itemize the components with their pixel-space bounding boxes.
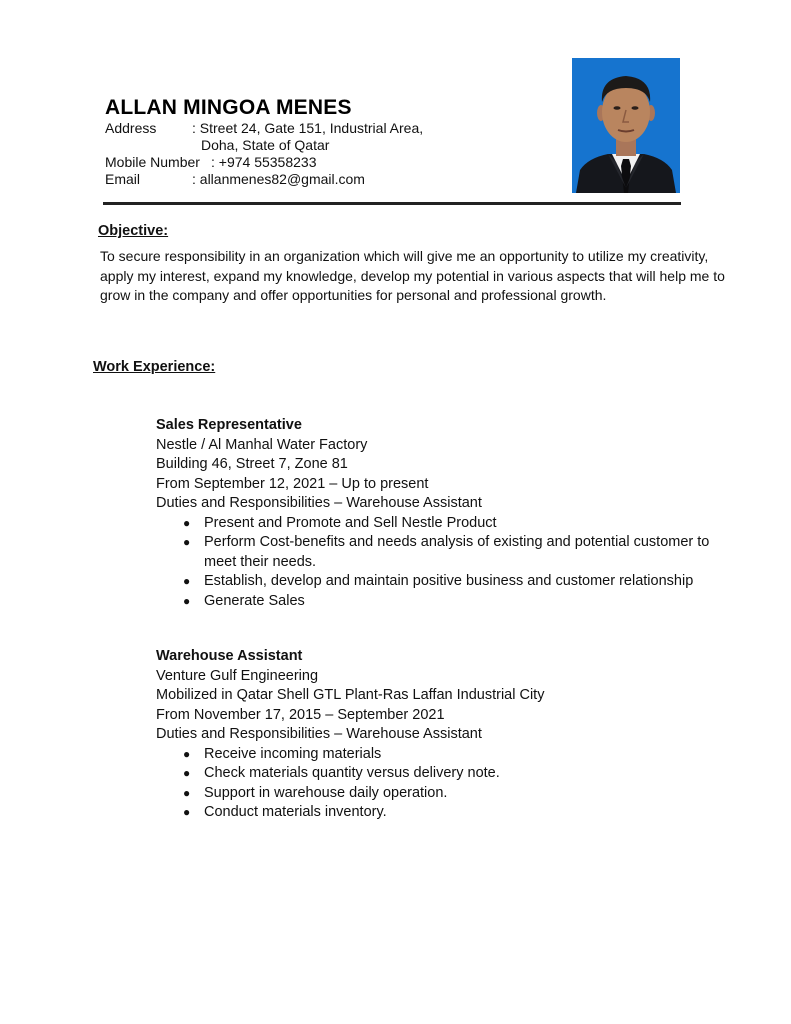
bullet-icon: ● [183,746,191,761]
duty-item [156,592,716,612]
bullet-icon: ● [183,766,191,780]
duty-text: Conduct materials inventory. [204,804,387,820]
profile-photo [572,58,680,193]
bullet-icon: ● [183,515,191,530]
mobile-value: : +974 55358233 [211,154,317,170]
applicant-name: ALLAN MINGOA MENES [105,96,352,119]
job-company: Nestle / Al Manhal Water Factory [156,436,368,453]
duty-text: Check materials quantity versus delivery note. [204,765,500,781]
objective-heading: Objective: [98,223,169,239]
duty-item [156,572,716,592]
duty-item [156,764,716,784]
job-dates: From November 17, 2015 – September 2021 [156,706,445,723]
job-location: Mobilized in Qatar Shell GTL Plant-Ras Laffan Industrial City [156,687,545,703]
header-divider [103,202,681,205]
duty-text: Support in warehouse daily operation. [204,784,448,801]
bullet-icon: ● [183,805,191,819]
work-experience-heading: Work Experience: [93,359,216,375]
duties-list [156,514,716,612]
email-label: Email [105,171,141,187]
job-duties-heading: Duties and Responsibilities – Warehouse Assistant [156,495,482,511]
address-line-2: Doha, State of Qatar [201,137,330,153]
job-dates: From September 12, 2021 – Up to present [156,475,429,492]
duty-text: Generate Sales [204,592,305,609]
bullet-icon: ● [183,574,191,588]
profile-photo-illustration [572,58,680,193]
job-duties-heading: Duties and Responsibilities – Warehouse Assistant [156,726,482,742]
duty-text: Perform Cost-benefits and needs analysis of existing and potential customer to meet their needs. [204,534,710,570]
duty-item [156,784,716,804]
objective-text: To secure responsibility in an organization which will give me an opportunity to utilize my creativity, apply my interest, expand my knowledge, develop my potential in various aspects that will help me to grow in the company and offer opportunities for personal and professional growth. [100,248,725,304]
address-label: Address [105,120,157,136]
duty-text: Receive incoming materials [204,745,382,762]
job-entry [156,416,716,611]
duty-text: Establish, develop and maintain positive business and customer relationship [204,573,694,589]
bullet-icon: ● [183,535,191,549]
duty-item [156,803,716,823]
job-title: Warehouse Assistant [156,648,303,664]
job-entry [156,647,716,823]
duty-item [156,745,716,765]
mobile-row [105,154,317,171]
bullet-icon: ● [183,593,191,608]
address-line-1: : Street 24, Gate 151, Industrial Area, [192,120,424,136]
bullet-icon: ● [183,785,191,800]
job-location: Building 46, Street 7, Zone 81 [156,456,348,472]
duty-item [156,514,716,534]
email-row [105,171,365,188]
duty-item [156,533,716,572]
mobile-label: Mobile Number [105,154,200,170]
job-title: Sales Representative [156,417,302,433]
duties-list [156,745,716,823]
duty-text: Present and Promote and Sell Nestle Product [204,514,497,531]
address-row [105,120,424,137]
email-value: : allanmenes82@gmail.com [192,171,365,187]
job-company: Venture Gulf Engineering [156,667,319,684]
